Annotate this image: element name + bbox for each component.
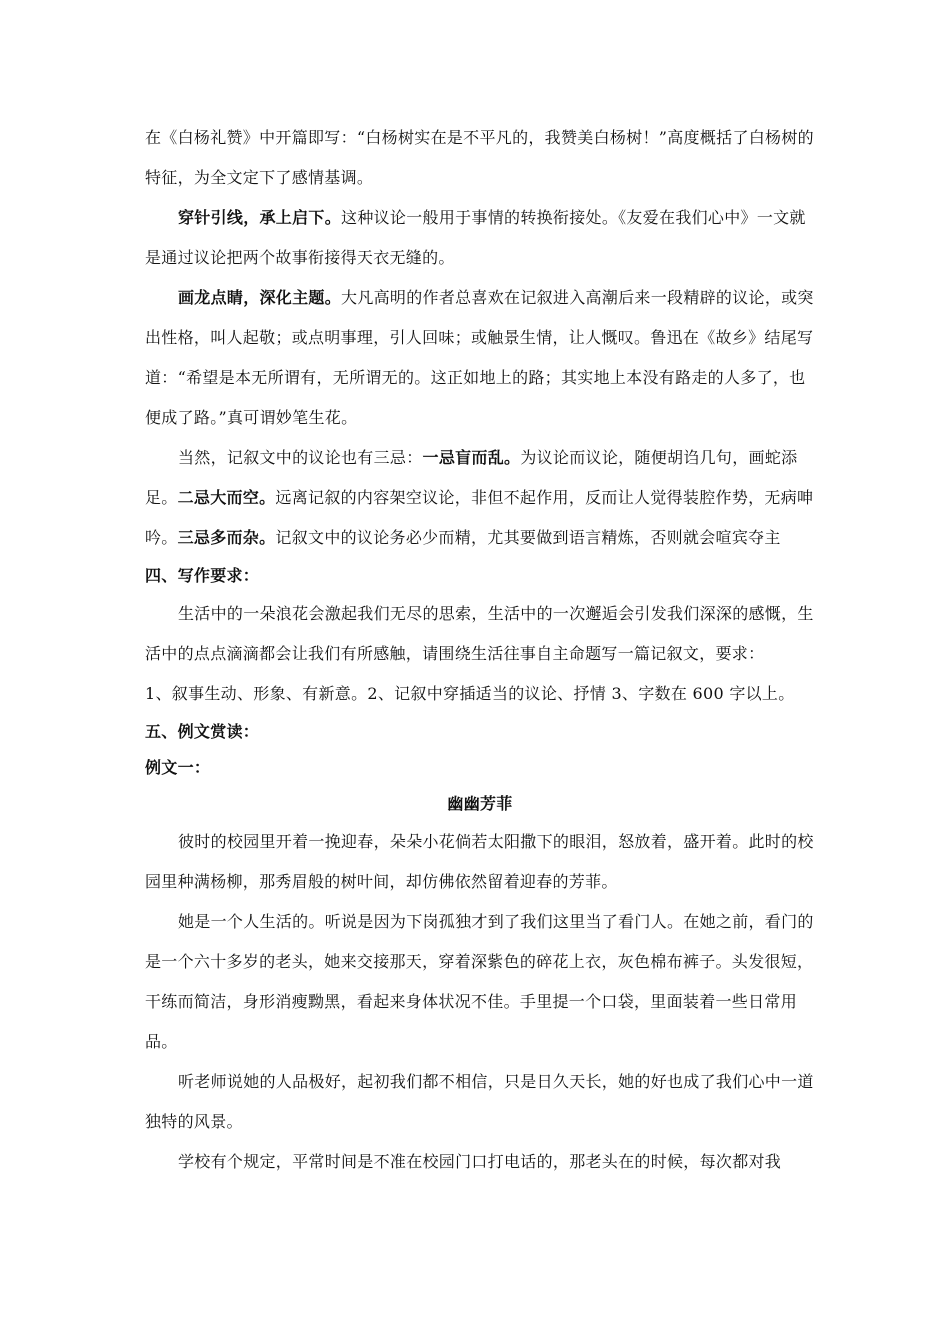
paragraph-text: 为议论而议论，随便胡诌几句，画蛇添足。: [145, 448, 798, 507]
paragraph-theme: [145, 278, 815, 438]
essay-title: 幽幽芳菲: [447, 794, 513, 813]
paragraph-text: 当然，记叙文中的议论也有三忌：: [178, 448, 423, 467]
document-body: [145, 118, 815, 1182]
bold-phrase: 画龙点睛，深化主题。: [178, 288, 342, 307]
essay-paragraph: 听老师说她的人品极好，起初我们都不相信，只是日久天长，她的好也成了我们心中一道独特的风景。: [145, 1072, 814, 1131]
paragraph-text: 记叙文中的议论务必少而精，尤其要做到语言精炼，否则就会喧宾夺主: [275, 528, 781, 547]
bold-phrase: 二忌大而空。: [177, 488, 276, 507]
paragraph-writing-prompt: 生活中的一朵浪花会激起我们无尽的思索，生活中的一次邂逅会引发我们深深的感慨，生活中的点点滴滴都会让我们有所感触，请围绕生活往事自主命题写一篇记叙文，要求：: [145, 604, 814, 663]
section-heading-example-essays: 五、例文赏读：: [145, 722, 260, 741]
paragraph-text: 远离记叙的内容架空议论，非但不起作用，反而让人觉得装腔作势，无病呻吟。: [145, 488, 814, 547]
paragraph-baiyang: 在《白杨礼赞》中开篇即写：“白杨树实在是不平凡的，我赞美白杨树！”高度概括了白杨树的特征，为全文定下了感情基调。: [145, 128, 814, 187]
paragraph-requirements-list: 1、叙事生动、形象、有新意。2、记叙中穿插适当的议论、抒情 3、字数在 600 字以上。: [145, 684, 795, 703]
example-label: 例文一：: [145, 758, 211, 777]
paragraph-text: 这种议论一般用于事情的转换衔接处。《友爱在我们心中》一文就是通过议论把两个故事衔接得天衣无缝的。: [145, 208, 806, 267]
paragraph-three-taboos: [145, 438, 815, 558]
paragraph-text: 大凡高明的作者总喜欢在记叙进入高潮后来一段精辟的议论，或突出性格，叫人起敬；或点明事理，引人回味；或触景生情，让人慨叹。鲁迅在《故乡》结尾写道：“希望是本无所谓有，无所谓无的。这正如地上的路；其实地上本没有路走的人多了，也便成了路。”真可谓妙笔生花。: [145, 288, 814, 427]
paragraph-transition: [145, 198, 815, 278]
section-heading-writing-requirements: 四、写作要求：: [145, 566, 260, 585]
essay-paragraph: 她是一个人生活的。听说是因为下岗孤独才到了我们这里当了看门人。在她之前，看门的是一个六十多岁的老头，她来交接那天，穿着深紫色的碎花上衣，灰色棉布裤子。头发很短，干练而简洁，身形消瘦黝黑，看起来身体状况不佳。手里提一个口袋，里面装着一些日常用品。: [145, 912, 814, 1051]
bold-phrase: 一忌盲而乱。: [422, 448, 521, 467]
bold-phrase: 三忌多而杂。: [177, 528, 276, 547]
bold-phrase: 穿针引线，承上启下。: [178, 208, 342, 227]
essay-paragraph: 学校有个规定，平常时间是不准在校园门口打电话的，那老头在的时候，每次都对我: [178, 1152, 782, 1171]
essay-paragraph: 彼时的校园里开着一挽迎春，朵朵小花倘若太阳撒下的眼泪，怒放着，盛开着。此时的校园里种满杨柳，那秀眉般的树叶间，却仿佛依然留着迎春的芳菲。: [145, 832, 814, 891]
